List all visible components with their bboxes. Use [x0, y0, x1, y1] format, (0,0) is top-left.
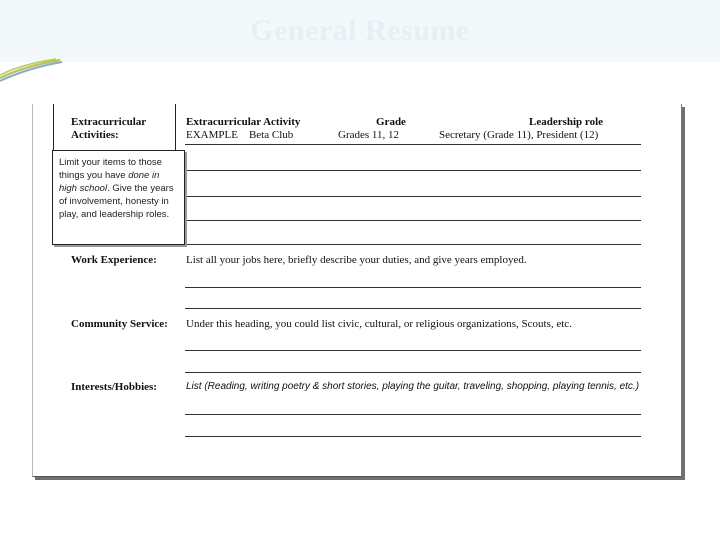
divider-line: [175, 104, 176, 150]
col-role-header: Leadership role: [529, 116, 604, 128]
form-line: [185, 196, 641, 197]
col-activity-header: Extracurricular Activity: [186, 116, 301, 128]
example-grade: Grades 11, 12: [338, 129, 399, 141]
example-role: Secretary (Grade 11), President (12): [439, 129, 599, 141]
col-grade-header: Grade: [376, 116, 406, 128]
slide-header: [0, 0, 720, 62]
work-experience-desc: List all your jobs here, briefly describe your duties, and give years employed.: [186, 254, 527, 266]
resume-form-image: [32, 104, 682, 477]
swoosh-decoration: [0, 58, 70, 88]
community-service-label: Community Service:: [71, 318, 168, 330]
form-line: [185, 436, 641, 437]
interests-hobbies-label: Interests/Hobbies:: [71, 381, 157, 393]
work-experience-label: Work Experience:: [71, 254, 157, 266]
example-activity: EXAMPLE Beta Club: [186, 129, 294, 141]
divider-line: [53, 104, 54, 150]
form-line: [185, 287, 641, 288]
form-line: [185, 350, 641, 351]
form-line: [185, 220, 641, 221]
form-line: [185, 144, 641, 145]
form-line: [185, 414, 641, 415]
extracurricular-label: Extracurricular Activities:: [71, 116, 147, 141]
interests-hobbies-desc: List (Reading, writing poetry & short stories, playing the guitar, traveling, shopping, playing tennis, etc.): [186, 381, 640, 392]
community-service-desc: Under this heading, you could list civic, cultural, or religious organizations, Scouts, etc.: [186, 318, 572, 330]
instruction-note: Limit your items to those things you have done in high school. Give the years of involvement, honesty in play, and leadership roles.: [52, 150, 185, 245]
form-line: [185, 372, 641, 373]
form-line: [185, 244, 641, 245]
form-line: [185, 170, 641, 171]
form-line: [185, 308, 641, 309]
slide-title: General Resume: [250, 14, 470, 47]
